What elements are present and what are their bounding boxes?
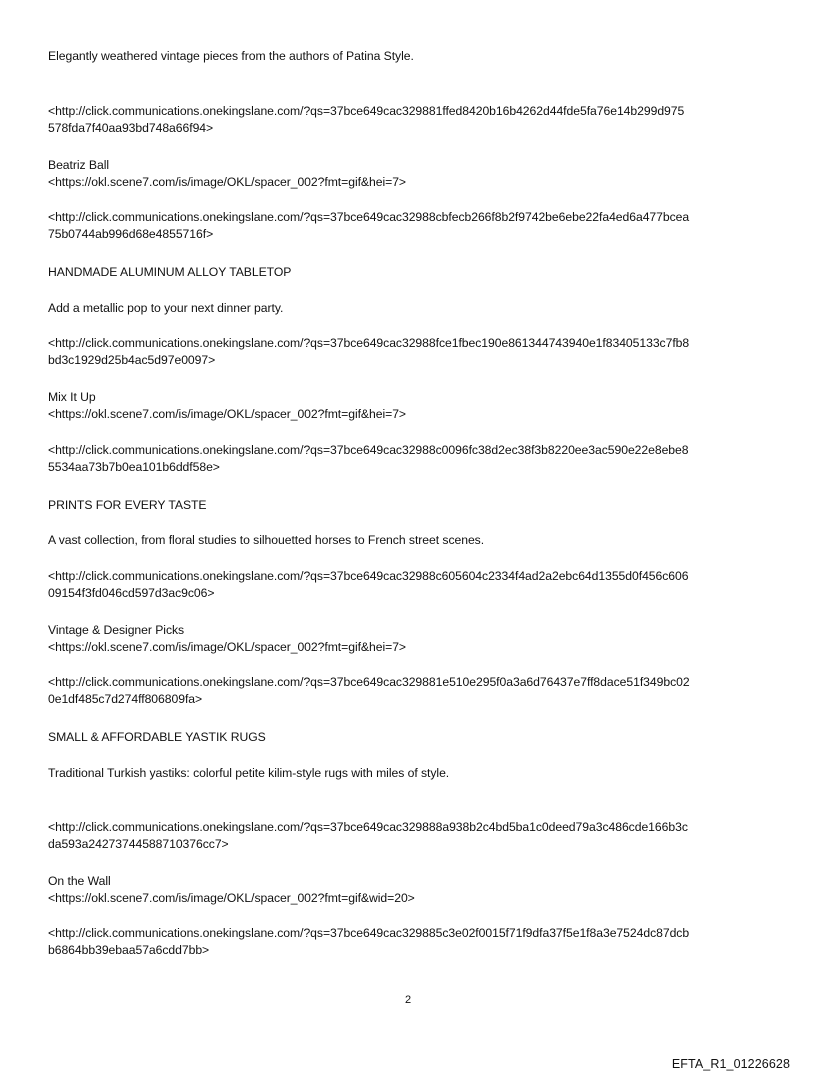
link-text: <http://click.communications.onekingslane.com/?qs=37bce649cac329885c3e02f0015f71f9dfa37f5e1f8a3e7524dc87dcb b6864bb39ebaa57a6cdd7bb> [48, 926, 690, 957]
link-text: <http://click.communications.onekingslane.com/?qs=37bce649cac32988c0096fc38d2ec38f3b8220ee3ac590e22e8ebe8 5534aa73b7b0ea101b6ddf58e> [48, 443, 689, 474]
link-text: <http://click.communications.onekingslane.com/?qs=37bce649cac329881ffed8420b16b4262d44fde5fa76e14b299d975 578fda7f40aa93bd748a66f94> [48, 104, 685, 135]
link-text: <http://click.communications.onekingslane.com/?qs=37bce649cac329881e510e295f0a3a6d76437e7ff8dace51f349bc02 0e1df485c7d274ff806809fa> [48, 675, 690, 706]
bates-number: EFTA_R1_01226628 [671, 1057, 790, 1071]
link-text: <http://click.communications.onekingslane.com/?qs=37bce649cac32988fce1fbec190e861344743940e1f83405133c7fb8 bd3c1929d25b4ac5d97e0097> [48, 336, 690, 367]
paragraph: Elegantly weathered vintage pieces from the authors of Patina Style. [48, 49, 414, 63]
link-text: <http://click.communications.onekingslane.com/?qs=37bce649cac32988cbfecb266f8b2f9742be6ebe22fa4ed6a477bcea 75b0744ab996d68e4855716f> [48, 210, 690, 241]
product-heading: On the Wall <https://okl.scene7.com/is/image/OKL/spacer_002?fmt=gif&wid=20> [48, 874, 415, 905]
paragraph: A vast collection, from floral studies to silhouetted horses to French street scenes. [48, 533, 485, 547]
section-heading: HANDMADE ALUMINUM ALLOY TABLETOP [48, 265, 292, 279]
link-text: <http://click.communications.onekingslane.com/?qs=37bce649cac32988c605604c2334f4ad2a2ebc64d1355d0f456c606 09154f3fd046cd597d3ac9c06> [48, 569, 689, 600]
page-number: 2 [404, 994, 412, 1006]
link-text: <http://click.communications.onekingslane.com/?qs=37bce649cac329888a938b2c4bd5ba1c0deed79a3c486cde166b3c da593a24273744588710376cc7> [48, 820, 688, 851]
paragraph: Add a metallic pop to your next dinner party. [48, 301, 284, 315]
product-heading: Mix It Up <https://okl.scene7.com/is/image/OKL/spacer_002?fmt=gif&hei=7> [48, 390, 406, 421]
section-heading: SMALL & AFFORDABLE YASTIK RUGS [48, 730, 266, 744]
paragraph: Traditional Turkish yastiks: colorful petite kilim-style rugs with miles of style. [48, 766, 450, 780]
product-heading: Beatriz Ball <https://okl.scene7.com/is/image/OKL/spacer_002?fmt=gif&hei=7> [48, 158, 406, 189]
product-heading: Vintage & Designer Picks <https://okl.scene7.com/is/image/OKL/spacer_002?fmt=gif&hei=7> [48, 623, 406, 654]
section-heading: PRINTS FOR EVERY TASTE [48, 498, 207, 512]
